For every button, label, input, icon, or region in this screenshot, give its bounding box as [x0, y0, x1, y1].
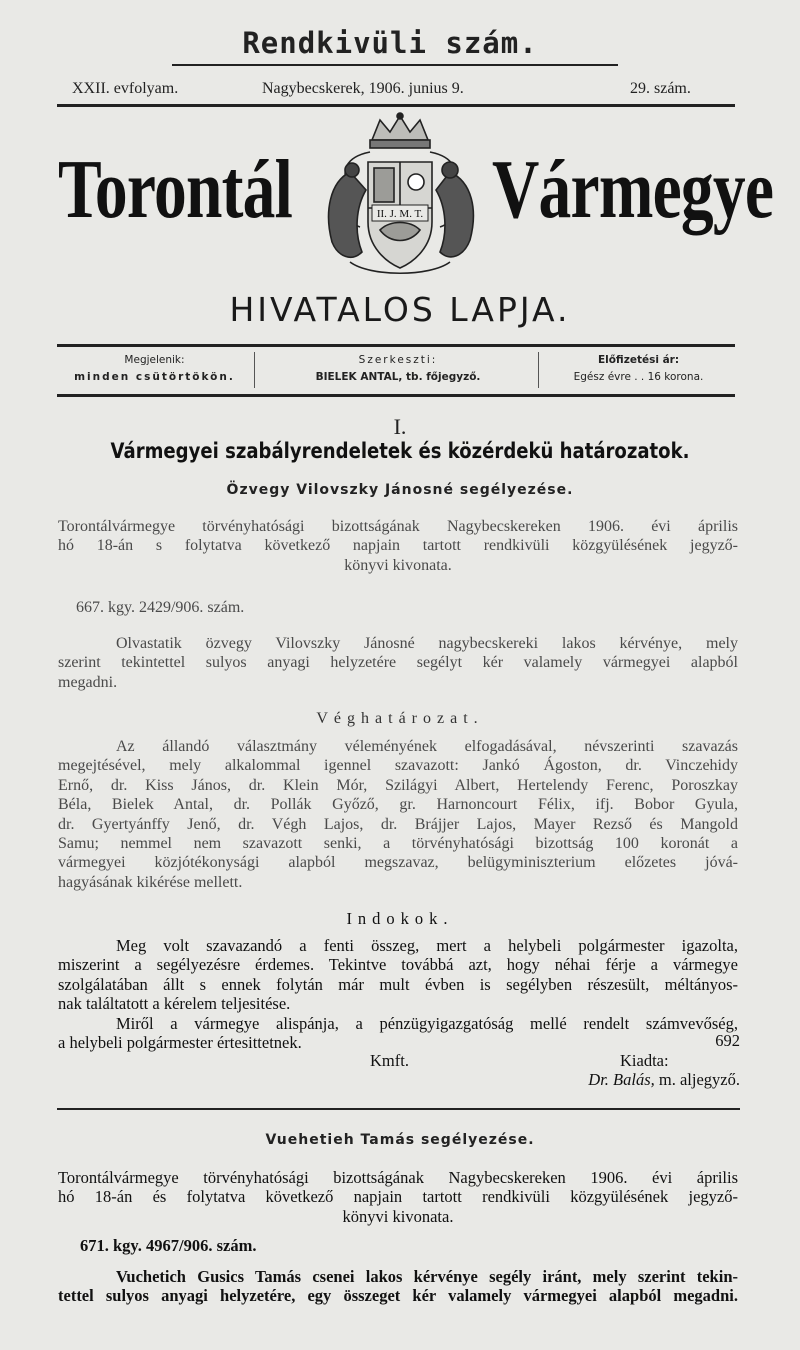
coat-of-arms-icon — [310, 112, 490, 282]
info-rule-top — [57, 344, 735, 347]
article2-request — [58, 1267, 738, 1306]
appears-label: Megjelenik: — [124, 354, 185, 366]
info-separator-1 — [254, 352, 255, 388]
text-line: Meg volt szavazandó a fenti összeg, mert a helybeli polgármester igazolta, — [116, 936, 738, 955]
issue-number: 29. szám. — [630, 80, 691, 97]
banner-underline — [172, 64, 618, 66]
text-line: Béla, Bielek Antal, dr. Pollák Győző, gr. Harnoncourt Félix, ifj. Bobor Gyula, — [58, 796, 738, 814]
text-line: Torontálvármegye törvényhatósági bizottságának Nagybecskereken 1906. évi április — [58, 518, 738, 535]
appears-value: minden csütörtökön. — [74, 371, 235, 383]
article2-reg-no: 671. kgy. 4967/906. szám. — [80, 1236, 257, 1255]
text-line: szerint tekintettel sulyos anyagi helyzetére segélyt kér valamely vármegyei alapból — [58, 654, 738, 672]
text-line: Az állandó választmány véleményének elfogadásával, névszerinti szavazás — [116, 738, 738, 755]
article1-reg-no: 667. kgy. 2429/906. szám. — [76, 599, 245, 616]
article1-request — [58, 634, 738, 692]
editor-value: BIELEK ANTAL, tb. főjegyző. — [315, 371, 481, 383]
text-line: Ernő, dr. Kiss János, dr. Klein Mór, Szilágyi Albert, Hertelendy Ferenc, Poroszkay — [58, 776, 738, 794]
text-line: Torontálvármegye törvényhatósági bizottságának Nagybecskereken 1906. évi április — [58, 1168, 738, 1187]
issued-label: Kiadta: — [620, 1051, 669, 1070]
article2-intro — [58, 1168, 738, 1226]
text-line: hagyásának kikérése mellett. — [58, 873, 243, 891]
special-issue-banner: Rendkivüli szám. — [242, 26, 538, 60]
text-line: vármegyei közjótékonysági alapból megszavaz, belügyminiszterium előzetes jóvá- — [58, 854, 738, 872]
text-line: a helybeli polgármester értesittetnek. — [58, 1033, 302, 1053]
text-line: hó 18-án s folytatva következő napjain tartott rendkivüli közgyülésének jegyző- — [58, 537, 738, 555]
issuer-name: Dr. Balás, — [588, 1070, 655, 1089]
text-line: Olvastatik özvegy Vilovszky Jánosné nagybecskereki lakos kérvénye, mely — [116, 635, 738, 652]
title-left: Torontál — [58, 143, 293, 236]
place-date: Nagybecskerek, 1906. junius 9. — [262, 80, 464, 97]
editor-label: Szerkeszti: — [358, 354, 438, 366]
text-line: miszerint a segélyezésre érdemes. Tekintve továbbá azt, hogy néhai férje a vármegye — [58, 955, 738, 975]
text-line: megadni. — [58, 673, 118, 691]
crest-label: II. J. M. T. — [376, 208, 424, 220]
article1-intro — [58, 517, 738, 575]
appears-cell — [57, 352, 252, 386]
text-line: dr. Gyertyánffy Jenő, dr. Végh Lajos, dr. Brájjer Lajos, Mayer Rezső és Mangold — [58, 815, 738, 833]
subtitle: HIVATALOS LAPJA. — [229, 290, 571, 329]
text-line: szolgálatában állt s ennek folytán már mult évben is segélyben részesült, méltányos- — [58, 974, 738, 994]
text-line: Samu; nemmel nem szavazott senki, a törvényhatósági bizottság 100 koronát a — [58, 835, 738, 853]
title-right: Vármegye — [492, 143, 774, 236]
info-separator-2 — [538, 352, 539, 388]
text-line: megejtésével, mely alkalommal igennel szavazott: Jankó Ágoston, dr. Vinczehidy — [58, 757, 738, 775]
text-line: nak találtatott a kérelem teljesitése. — [58, 994, 291, 1014]
text-line: könyvi kivonata. — [342, 1206, 454, 1226]
decision-heading: Véghatározat. — [316, 710, 484, 727]
info-rule-bottom — [57, 394, 735, 397]
issuer-signature — [550, 1070, 740, 1089]
price-cell — [542, 352, 735, 386]
price-label: Előfizetési ár: — [597, 354, 680, 366]
article-divider — [57, 1108, 740, 1110]
meta-rule — [57, 104, 735, 107]
text-line: tettel sulyos anyagi helyzetére, egy összeget kér valamely vármegyei alapból megadni. — [58, 1286, 738, 1306]
reasons-heading: Indokok. — [346, 909, 454, 928]
article1-heading: Özvegy Vilovszky Jánosné segélyezése. — [226, 482, 574, 498]
page-reference: 692 — [715, 1031, 740, 1050]
article1-reasons — [58, 936, 738, 1052]
section-title: Vármegyei szabályrendeletek és közérdekü határozatok. — [110, 439, 690, 463]
volume-label: XXII. evfolyam. — [72, 80, 179, 97]
kmft-label: Kmft. — [370, 1051, 409, 1070]
price-value: Egész évre . . 16 korona. — [573, 371, 704, 383]
text-line: könyvi kivonata. — [344, 556, 452, 574]
article1-decision — [58, 737, 738, 892]
editor-cell — [258, 352, 538, 386]
article2-heading: Vuehetieh Tamás segélyezése. — [265, 1132, 535, 1148]
text-line: hó 18-án és folytatva következő napjain tartott rendkivüli közgyülésének jegyző- — [58, 1187, 738, 1207]
text-line: Miről a vármegye alispánja, a pénzügyigazgatóság mellé rendelt számvevőség, — [116, 1013, 738, 1033]
text-line: Vuchetich Gusics Tamás csenei lakos kérvénye segély iránt, mely szerint tekin- — [116, 1267, 738, 1286]
issuer-title: m. aljegyző. — [658, 1070, 740, 1089]
section-number: I. — [393, 414, 407, 439]
